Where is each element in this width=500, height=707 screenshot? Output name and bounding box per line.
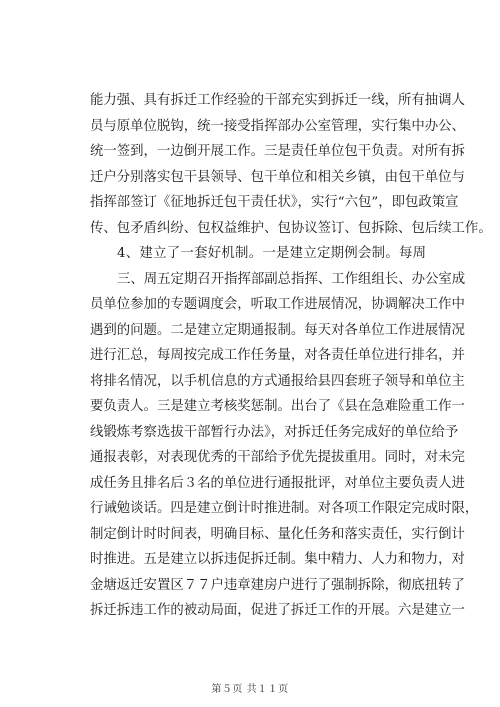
text-line: 线锻炼考察选拔干部暂行办法》，对拆迁任务完成好的单位给予 [90,424,459,440]
text-line: 员单位参加的专题调度会，听取工作进展情况，协调解决工作中 [90,297,465,312]
text-line: 通报表彰，对表现优秀的干部给予优先提拔重用。同时，对未完 [90,450,465,465]
text-line: 遇到的问题。二是建立定期通报制。每天对各单位工作进展情况 [90,322,465,338]
text-line: 4、建立了一套好机制。一是建立定期例会制。每周 [117,246,426,261]
text-line: 统一签到，一边倒开展工作。三是责任单位包干负责。对所有拆 [90,144,465,159]
text-line: 要负责人。三是建立考核奖惩制。出台了《县在急难险重工作一 [90,399,465,414]
text-line: 进行汇总，每周按完成工作任务量，对各责任单位进行排名，并 [90,348,465,363]
text-line: 将排名情况，以手机信息的方式通报给县四套班子领导和单位主 [90,373,465,389]
text-line: 迁户分别落实包干县领导、包干单位和相关乡镇，由包干单位与 [90,169,465,185]
text-line: 成任务且排名后３名的单位进行通报批评，对单位主要负责人进 [90,475,465,491]
page-number: 第５页 共１１页 [211,684,289,695]
body-text [90,88,492,624]
text-line: 金塘返迁安置区７７户违章建房户进行了强制拆除，彻底扭转了 [90,577,465,593]
text-line: 传、包矛盾纠纷、包权益维护、包协议签订、包拆除、包后续工作。 [90,220,492,236]
text-line: 三、周五定期召开指挥部副总指挥、工作组组长、办公室成 [117,271,466,287]
text-line: 拆迁拆违工作的被动局面，促进了拆迁工作的开展。六是建立一 [90,603,465,618]
text-line: 员与原单位脱钩，统一接受指挥部办公室管理，实行集中办公、 [90,118,465,134]
text-line: 能力强、具有拆迁工作经验的干部充实到拆迁一线，所有抽调人 [90,93,465,108]
text-line: 制定倒计时时间表，明确目标、量化任务和落实责任，实行倒计 [90,526,465,542]
text-line: 行诫勉谈话。四是建立倒计时推进制。对各项工作限定完成时限， [90,501,479,516]
text-line: 指挥部签订《征地拆迁包干责任状》，实行“六包”，即包政策宣 [90,195,459,210]
page-footer [0,680,500,695]
text-line: 时推进。五是建立以拆违促拆迁制。集中精力、人力和物力，对 [90,552,465,567]
